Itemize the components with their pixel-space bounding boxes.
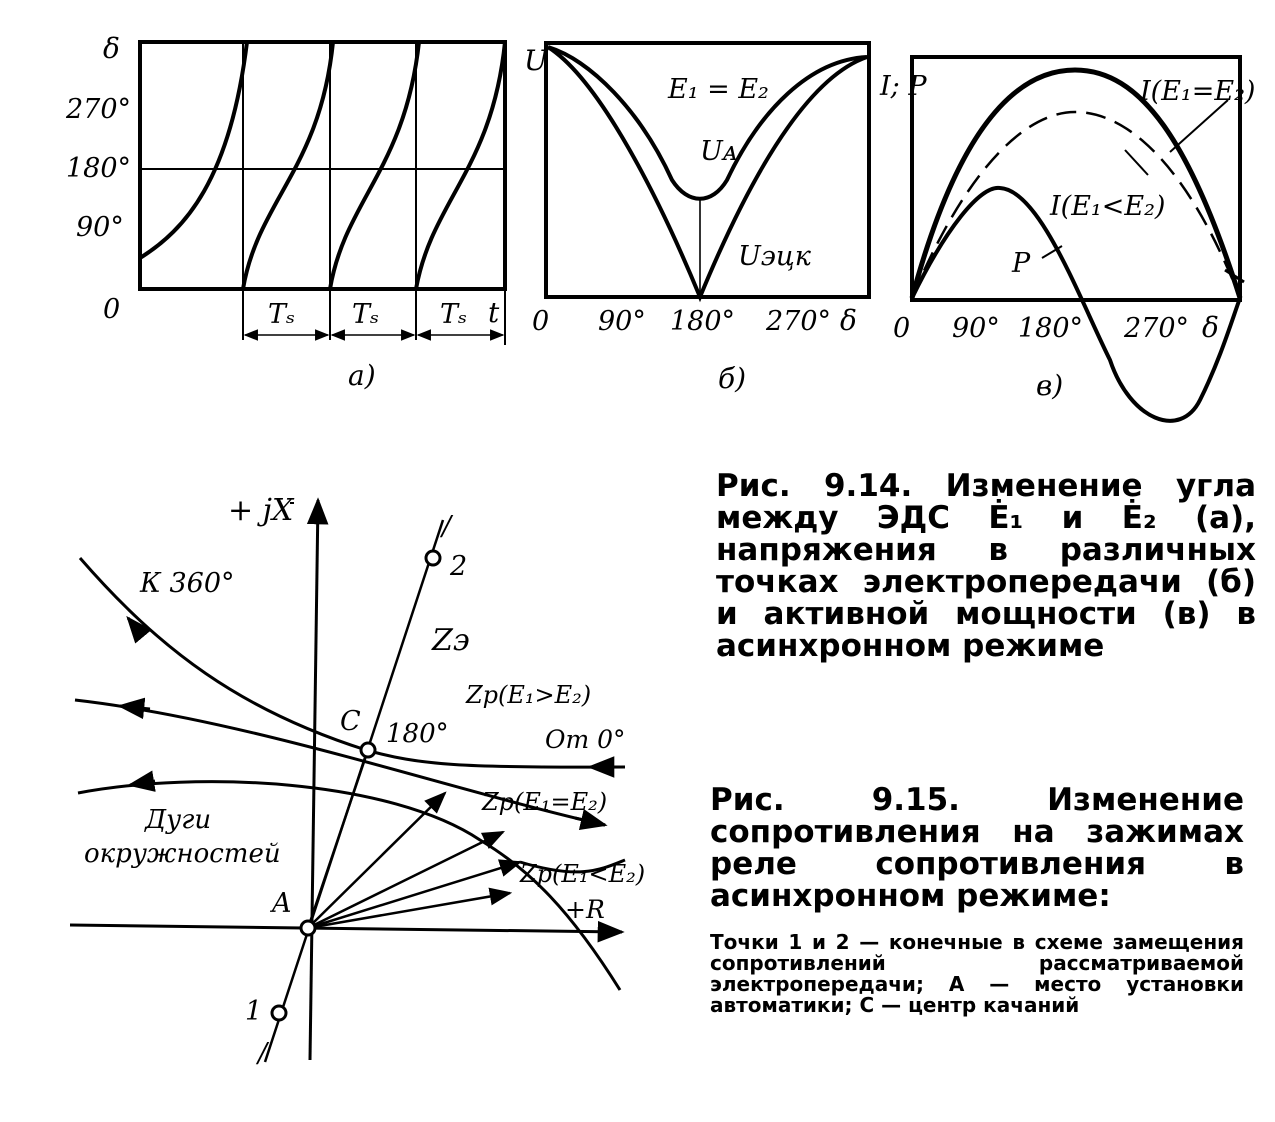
arc-z-greater-arrow-left: [120, 706, 150, 709]
tick-2-label: /: [442, 511, 452, 542]
arcs-label-line2: окружностей: [84, 839, 281, 869]
point-a-label: A: [272, 888, 292, 919]
panel-a-period-label-2: Tₛ: [352, 299, 380, 330]
axis-jx: [310, 500, 318, 1060]
vector-z-2: [308, 832, 503, 928]
panel-b-curve-ua: [548, 47, 867, 199]
panel-a-tick-180: 180°: [66, 153, 132, 184]
panel-c-label: в): [1036, 369, 1064, 402]
panel-c-tick-0: 0: [893, 313, 911, 344]
arcs-label-line1: Дуги: [145, 805, 212, 835]
axis-r: [70, 925, 622, 932]
point-c-marker: [361, 743, 375, 757]
axis-r-label: +R: [565, 895, 605, 924]
angle-c-label: 180°: [386, 719, 449, 749]
point-1-label: 1: [245, 996, 263, 1027]
panel-c-label-p: P: [1012, 248, 1031, 279]
panel-a-tick-0: 0: [103, 294, 121, 325]
panel-c-tick-90: 90°: [952, 313, 1000, 344]
to-360-label: К 360°: [140, 568, 235, 599]
from-0-label: От 0°: [545, 725, 626, 754]
z-greater-label: Zр(E₁>E₂): [466, 681, 592, 709]
panel-b-label-ua: Uᴀ: [700, 136, 739, 167]
panel-a-curve-1: [140, 42, 247, 258]
panel-a-x-symbol: t: [488, 296, 500, 329]
panel-a-period-label-3: Tₛ: [440, 299, 468, 330]
panel-b-label-uek: Uэцк: [738, 241, 811, 272]
point-c-label: C: [340, 706, 361, 737]
panel-c-tick-180: 180°: [1018, 313, 1084, 344]
panel-c-label-line-i-equal: [1170, 100, 1228, 152]
point-2-label: 2: [450, 551, 468, 582]
panel-a-period-label-1: Tₛ: [268, 299, 296, 330]
panel-b-tick-90: 90°: [598, 306, 646, 337]
z-equal-label: Zр(E₁=E₂): [482, 788, 608, 816]
panel-c-y-symbol: I; P: [880, 71, 927, 102]
panel-b-label: б): [718, 362, 747, 395]
caption-fig-9-15-note: Точки 1 и 2 — конечные в схеме замещения сопротивлений рассматриваемой электропередачи; A — место установки автоматики; C — центр качаний: [710, 930, 1244, 1017]
panel-a-curve-3: [330, 42, 419, 289]
panel-a-frame: [140, 42, 505, 289]
axis-jx-label: + jX: [228, 493, 294, 528]
panel-b-legend-title: E₁ = E₂: [668, 74, 769, 105]
panel-c-x-symbol: δ: [1202, 311, 1219, 344]
point-a-marker: [301, 921, 315, 935]
panel-c-label-line-i-less: [1125, 150, 1148, 175]
panel-c-label-i-less: I(E₁<E₂): [1050, 191, 1166, 222]
panel-a-y-symbol: δ: [103, 32, 120, 65]
arc-to-360-arrow: [128, 618, 138, 630]
panel-a-label: а): [348, 359, 376, 392]
caption-fig-9-14: Рис. 9.14. Изменение угла между ЭДС Ė₁ и Ė₂ (а), напряжения в различных точках электропередачи (б) и активной мощности (в) в асинхронном режиме: [716, 468, 1256, 664]
point-2-marker: [426, 551, 440, 565]
panel-a-tick-270: 270°: [66, 94, 132, 125]
panel-a-curve-2: [243, 42, 333, 289]
tick-1-label: /: [258, 1038, 268, 1069]
arc-z-greater-arrow-right: [575, 818, 605, 825]
panel-c-label-i-equal: I(E₁=E₂): [1140, 76, 1256, 107]
panel-a-curve-4: [416, 42, 505, 289]
vector-a-c: [308, 750, 368, 928]
impedance-label: Zэ: [432, 623, 470, 658]
z-less-label: Zр(E₁<E₂): [520, 860, 646, 888]
panel-a-tick-90: 90°: [76, 212, 124, 243]
panel-b-tick-270: 270°: [766, 306, 832, 337]
panel-b-x-symbol: δ: [840, 304, 857, 337]
panel-b-y-symbol: U: [524, 44, 548, 77]
point-1-marker: [272, 1006, 286, 1020]
panel-c: [912, 57, 1244, 421]
panel-b-tick-180: 180°: [670, 306, 736, 337]
panel-c-tick-270: 270°: [1124, 313, 1190, 344]
caption-fig-9-15: Рис. 9.15. Изменение сопротивления на зажимах реле сопротивления в асинхронном режиме:: [710, 782, 1244, 914]
panel-b-tick-0: 0: [532, 306, 550, 337]
panel-c-curve-p: [912, 188, 1240, 421]
